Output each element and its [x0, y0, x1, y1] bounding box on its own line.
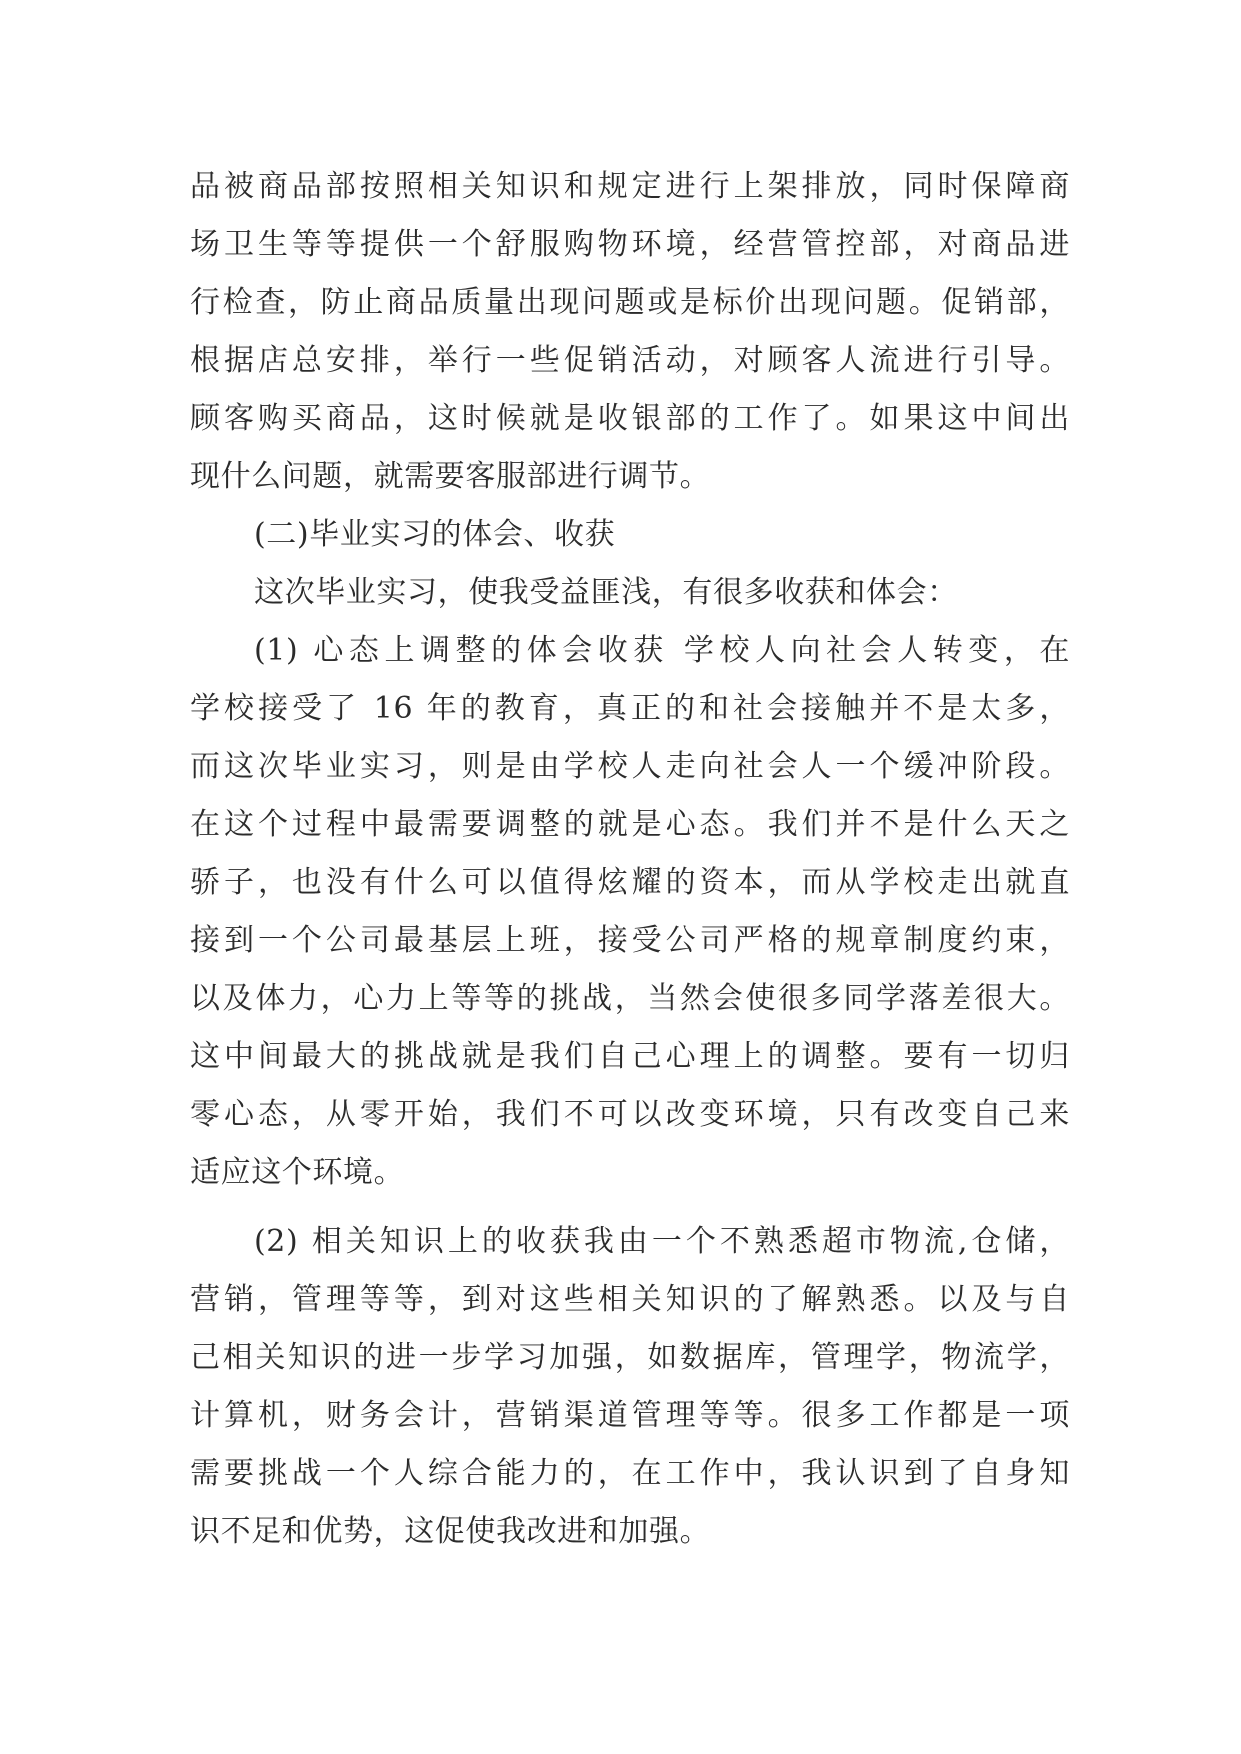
- body-text-line: 营销，管理等等，到对这些相关知识的了解熟悉。以及与自: [190, 1282, 1070, 1317]
- body-text-line: 骄子，也没有什么可以值得炫耀的资本，而从学校走出就直: [190, 865, 1070, 900]
- body-text-line: 以及体力，心力上等等的挑战，当然会使很多同学落差很大。: [190, 981, 1070, 1016]
- body-text-line: 品被商品部按照相关知识和规定进行上架排放，同时保障商: [190, 169, 1070, 204]
- body-text-line: 适应这个环境。: [190, 1155, 405, 1190]
- body-text-line: 行检查，防止商品质量出现问题或是标价出现问题。促销部，: [190, 285, 1070, 320]
- body-text-line: 现什么问题，就需要客服部进行调节。: [190, 459, 711, 494]
- body-text-line: 而这次毕业实习，则是由学校人走向社会人一个缓冲阶段。: [190, 749, 1070, 784]
- body-text-line: 计算机，财务会计，营销渠道管理等等。很多工作都是一项: [190, 1398, 1070, 1433]
- body-text-line: 接到一个公司最基层上班，接受公司严格的规章制度约束，: [190, 923, 1070, 958]
- body-text-line: 场卫生等等提供一个舒服购物环境，经营管控部，对商品进: [190, 227, 1070, 262]
- body-text-line: 顾客购买商品，这时候就是收银部的工作了。如果这中间出: [190, 401, 1070, 436]
- body-text-line: 在这个过程中最需要调整的就是心态。我们并不是什么天之: [190, 807, 1070, 842]
- body-text-line: 根据店总安排，举行一些促销活动，对顾客人流进行引导。: [190, 343, 1070, 378]
- body-text-line: 识不足和优势，这促使我改进和加强。: [190, 1514, 711, 1549]
- paragraph-first-line: (2) 相关知识上的收获我由一个不熟悉超市物流,仓储，: [254, 1224, 1070, 1259]
- body-text-line: 这中间最大的挑战就是我们自己心理上的调整。要有一切归: [190, 1039, 1070, 1074]
- paragraph-first-line: 这次毕业实习，使我受益匪浅，有很多收获和体会：: [254, 575, 958, 610]
- body-text-line: 零心态，从零开始，我们不可以改变环境，只有改变自己来: [190, 1097, 1070, 1132]
- body-text-line: 学校接受了 16 年的教育，真正的和社会接触并不是太多，: [190, 691, 1070, 726]
- body-text-line: 需要挑战一个人综合能力的，在工作中，我认识到了自身知: [190, 1456, 1070, 1491]
- section-heading: (二)毕业实习的体会、收获: [254, 517, 616, 552]
- body-text-line: 己相关知识的进一步学习加强，如数据库，管理学，物流学，: [190, 1340, 1070, 1375]
- paragraph-first-line: (1) 心态上调整的体会收获 学校人向社会人转变，在: [254, 633, 1070, 668]
